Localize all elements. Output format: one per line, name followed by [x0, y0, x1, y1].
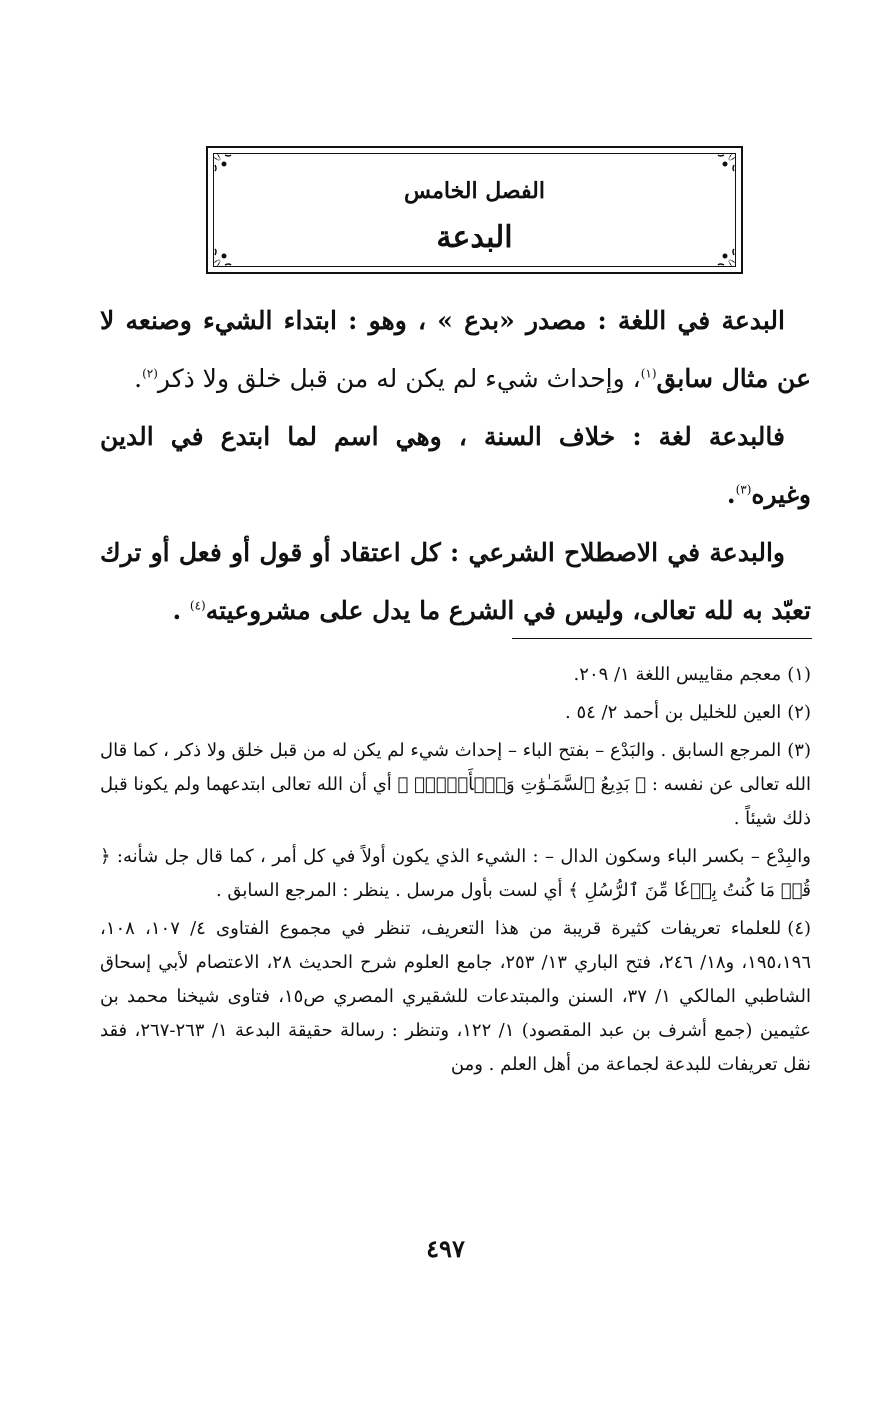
- footnote-text: المرجع السابق . والبَدْع – بفتح الباء – إحداث شيء لم يكن له من قبل خلق ولا ذكر ، كما قال الله تعالى عن نفسه : ﴿ بَدِيعُ ٱلسَّمَـٰوَٰتِ وَٱلۡأَرۡضِۖ ﴾ أي أن الله تعالى ابتدعهما ولم يكونا قبل ذلك شيئاً .: [100, 740, 811, 829]
- chapter-heading-frame: [206, 146, 743, 274]
- footnote-item: [100, 696, 811, 730]
- footnote-text: للعلماء تعريفات كثيرة قريبة من هذا التعريف، تنظر في مجموع الفتاوى ٤/ ١٠٧، ١٠٨، ١٩٥،١٩٦، و١٨/ ٢٤٦، فتح الباري ١٣/ ٢٥٣، جامع العلوم شرح الحديث ٢٨، الاعتصام لأبي إسحاق الشاطبي المالكي ١/ ٣٧، السنن والمبتدعات للشقيري المصري ص١٥، فتاوى شيخنا محمد بن عثيمين (جمع أشرف بن عبد المقصود) ١/ ١٢٢، وتنظر : رسالة حقيقة البدعة ١/ ٢٦٣-٢٦٧، فقد نقل تعريفات للبدعة لجماعة من أهل العلم . ومن: [100, 918, 811, 1075]
- footnote-ref: (٣): [735, 482, 752, 497]
- footnote-item: [100, 658, 811, 692]
- main-text: [100, 292, 811, 640]
- paragraph-lexical-meaning: [100, 408, 811, 524]
- footnote-ref: (١): [640, 366, 657, 381]
- paragraph-linguistic-definition: [100, 292, 811, 408]
- footnote-number: (١): [787, 664, 811, 685]
- corner-ornament-icon: [716, 151, 738, 173]
- paragraph-text: فالبدعة لغة : خلاف السنة ، وهي اسم لما ابتدع في الدين وغيره: [100, 422, 811, 509]
- corner-ornament-icon: [211, 151, 233, 173]
- paragraph-text: البدعة في اللغة : مصدر «بدع » ، وهو : ابتداء الشيء وصنعه لا عن مثال سابق: [100, 306, 811, 393]
- chapter-title: البدعة: [436, 220, 513, 255]
- paragraph-text: والبدعة في الاصطلاح الشرعي : كل اعتقاد أو قول أو فعل أو ترك تعبّد به لله تعالى، وليس في الشرع ما يدل على مشروعيته: [100, 538, 811, 625]
- footnote-number: (٣): [787, 740, 811, 761]
- footnote-text: العين للخليل بن أحمد ٢/ ٥٤ .: [565, 702, 782, 723]
- footnote-ref: (٢): [142, 366, 158, 381]
- footnote-text: والبِدْع – بكسر الباء وسكون الدال – : الشيء الذي يكون أولاً في كل أمر ، كما قال جل شأنه: ﴿ قُلۡ مَا كُنتُ بِدۡعٗا مِّنَ ٱلرُّسُلِ ﴾ أي لست بأول مرسل . ينظر : المرجع السابق .: [100, 846, 811, 901]
- paragraph-end: .: [726, 480, 736, 509]
- paragraph-end: .: [172, 596, 190, 625]
- footnotes: [100, 658, 811, 1086]
- footnote-continuation: [100, 840, 811, 908]
- footnote-text: معجم مقاييس اللغة ١/ ٢٠٩.: [573, 664, 782, 685]
- footnote-item: [100, 912, 811, 1082]
- footnote-number: (٢): [787, 702, 811, 723]
- footnote-ref: (٤): [189, 598, 206, 613]
- paragraph-text: ، وإحداث شيء لم يكن له من قبل خلق ولا ذكر: [157, 364, 641, 393]
- footnote-separator: [512, 638, 812, 639]
- page-number: ٤٩٧: [426, 1234, 465, 1263]
- chapter-number-label: الفصل الخامس: [404, 178, 545, 204]
- footnote-number: (٤): [787, 918, 812, 939]
- footnote-item: [100, 734, 811, 836]
- paragraph-technical-definition: [100, 524, 811, 640]
- paragraph-end: .: [134, 364, 143, 393]
